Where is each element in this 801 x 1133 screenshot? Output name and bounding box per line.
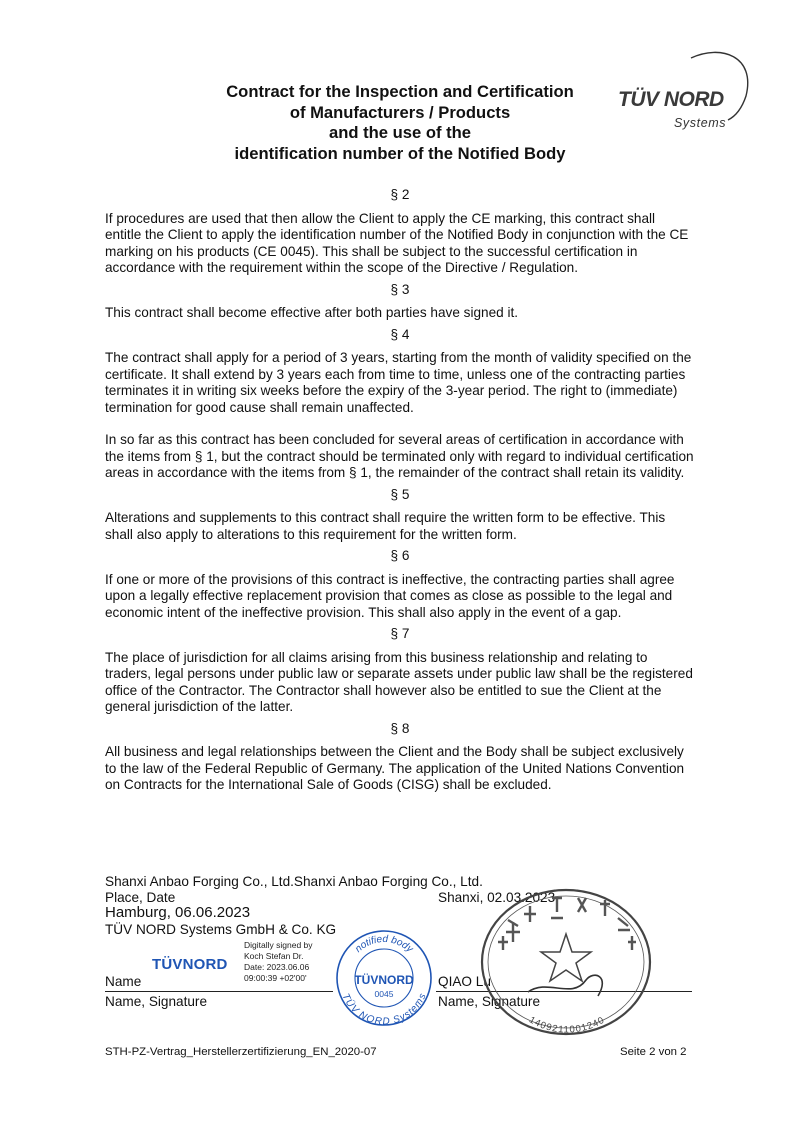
seal-number: 1409211001240 bbox=[526, 1014, 608, 1036]
name-signature-label-left: Name, Signature bbox=[105, 994, 208, 1009]
stamp-number: 0045 bbox=[374, 989, 394, 999]
signature-line-left bbox=[105, 991, 333, 992]
title-line: of Manufacturers / Products bbox=[289, 102, 511, 122]
seal-signature-scribble bbox=[528, 975, 602, 996]
seal-star-icon bbox=[541, 934, 591, 981]
title-line: Contract for the Inspection and Certification bbox=[226, 82, 574, 101]
company-seal bbox=[468, 880, 664, 1040]
footer-page-number: Seite 2 von 2 bbox=[620, 1046, 687, 1058]
seal-outer-ring bbox=[482, 890, 650, 1034]
section-paragraph: The contract shall apply for a period of 3 years, starting from the month of validity specified on the certificate. It shall extend by 3 years each from time to time, unless one of the contracting parties terminates it in writing six weeks before the expiry of the 3-year period. The right to (immediate) termination for good cause shall remain unaffected. bbox=[105, 350, 692, 415]
notified-body-stamp bbox=[334, 928, 434, 1028]
seal-inner-ring bbox=[488, 896, 644, 1028]
section-paragraph: This contract shall become effective after both parties have signed it. bbox=[105, 305, 519, 320]
client-name: QIAO Lu bbox=[438, 974, 491, 989]
section-paragraph: Alterations and supplements to this contract shall require the written form to be effective. This shall also apply to alterations to this requirement for the written form. bbox=[105, 510, 666, 542]
digital-signature-line: 09:00:39 +02'00' bbox=[244, 973, 307, 983]
logo-wordmark: TÜV NORD bbox=[618, 88, 724, 111]
section-paragraph: If procedures are used that then allow the Client to apply the CE marking, this contract shall entitle the Client to apply the identification number of the Notified Body in conjunction with the CE marking on his products (CE 0045). This shall be subject to the successful certification in accordance with the requirement within the scope of the Directive / Regulation. bbox=[105, 210, 689, 275]
stamp-bottom-text: TÜV NORD Systems bbox=[339, 992, 429, 1028]
tuv-place-date: Hamburg, 06.06.2023 bbox=[105, 904, 251, 921]
digital-signature-line: Date: 2023.06.06 bbox=[244, 962, 310, 972]
stamp-center-text: TÜVNORD bbox=[354, 973, 414, 987]
section-heading: § 2 bbox=[390, 187, 410, 202]
name-label: Name bbox=[105, 974, 142, 989]
seal-characters-icon bbox=[498, 898, 636, 950]
title-line: identification number of the Notified Body bbox=[234, 143, 566, 163]
name-signature-label-right: Name, Signature bbox=[438, 994, 541, 1009]
section-heading: § 7 bbox=[390, 626, 410, 641]
digital-signature bbox=[244, 940, 313, 984]
section-paragraph: If one or more of the provisions of this contract is ineffective, the contracting parties shall agree upon a legally effective replacement provision that comes as close as possible to the legal and economic intent of the ineffective provision. This shall also apply in the event of a gap. bbox=[105, 571, 675, 620]
section-heading: § 6 bbox=[390, 548, 410, 563]
digital-signature-line: Digitally signed by bbox=[244, 940, 313, 950]
section-heading: § 5 bbox=[390, 486, 410, 502]
section-heading: § 8 bbox=[390, 720, 410, 736]
section-heading: § 4 bbox=[390, 326, 410, 342]
footer-document-id: STH-PZ-Vertrag_Herstellerzertifizierung_EN_2020-07 bbox=[105, 1046, 377, 1058]
section-paragraph: In so far as this contract has been concluded for several areas of certification in accordance with the items from § 1, but the contract should be terminated only with regard to individual certification areas in accordance with the items from § 1, the remainder of the contract shall retain its validity. bbox=[105, 432, 694, 480]
tuv-digital-logo: TÜVNORD bbox=[152, 956, 228, 973]
digital-signature-line: Koch Stefan Dr. bbox=[244, 951, 304, 961]
place-date-label: Place, Date bbox=[105, 890, 176, 905]
client-place-date: Shanxi, 02.03.2023 bbox=[438, 890, 556, 905]
title-line: and the use of the bbox=[329, 123, 471, 142]
tuv-company: TÜV NORD Systems GmbH & Co. KG bbox=[105, 922, 337, 937]
logo-subtitle: Systems bbox=[674, 116, 727, 130]
section-paragraph: The place of jurisdiction for all claims arising from this business relationship and relating to traders, legal persons under public law or separate assets under public law shall be the registered office of the Contractor. The Contractor shall however also be entitled to sue the Client at the general jurisdiction of the latter. bbox=[105, 649, 693, 714]
parties-line: Shanxi Anbao Forging Co., Ltd.Shanxi Anbao Forging Co., Ltd. bbox=[105, 874, 483, 889]
section-heading: § 3 bbox=[390, 281, 410, 297]
stamp-top-text: notified body bbox=[353, 933, 415, 955]
section-paragraph: All business and legal relationships between the Client and the Body shall be subject exclusively to the law of the Federal Republic of Germany. The application of the United Nations Convention on Contracts for the International Sale of Goods (CISG) shall be excluded. bbox=[105, 744, 685, 792]
